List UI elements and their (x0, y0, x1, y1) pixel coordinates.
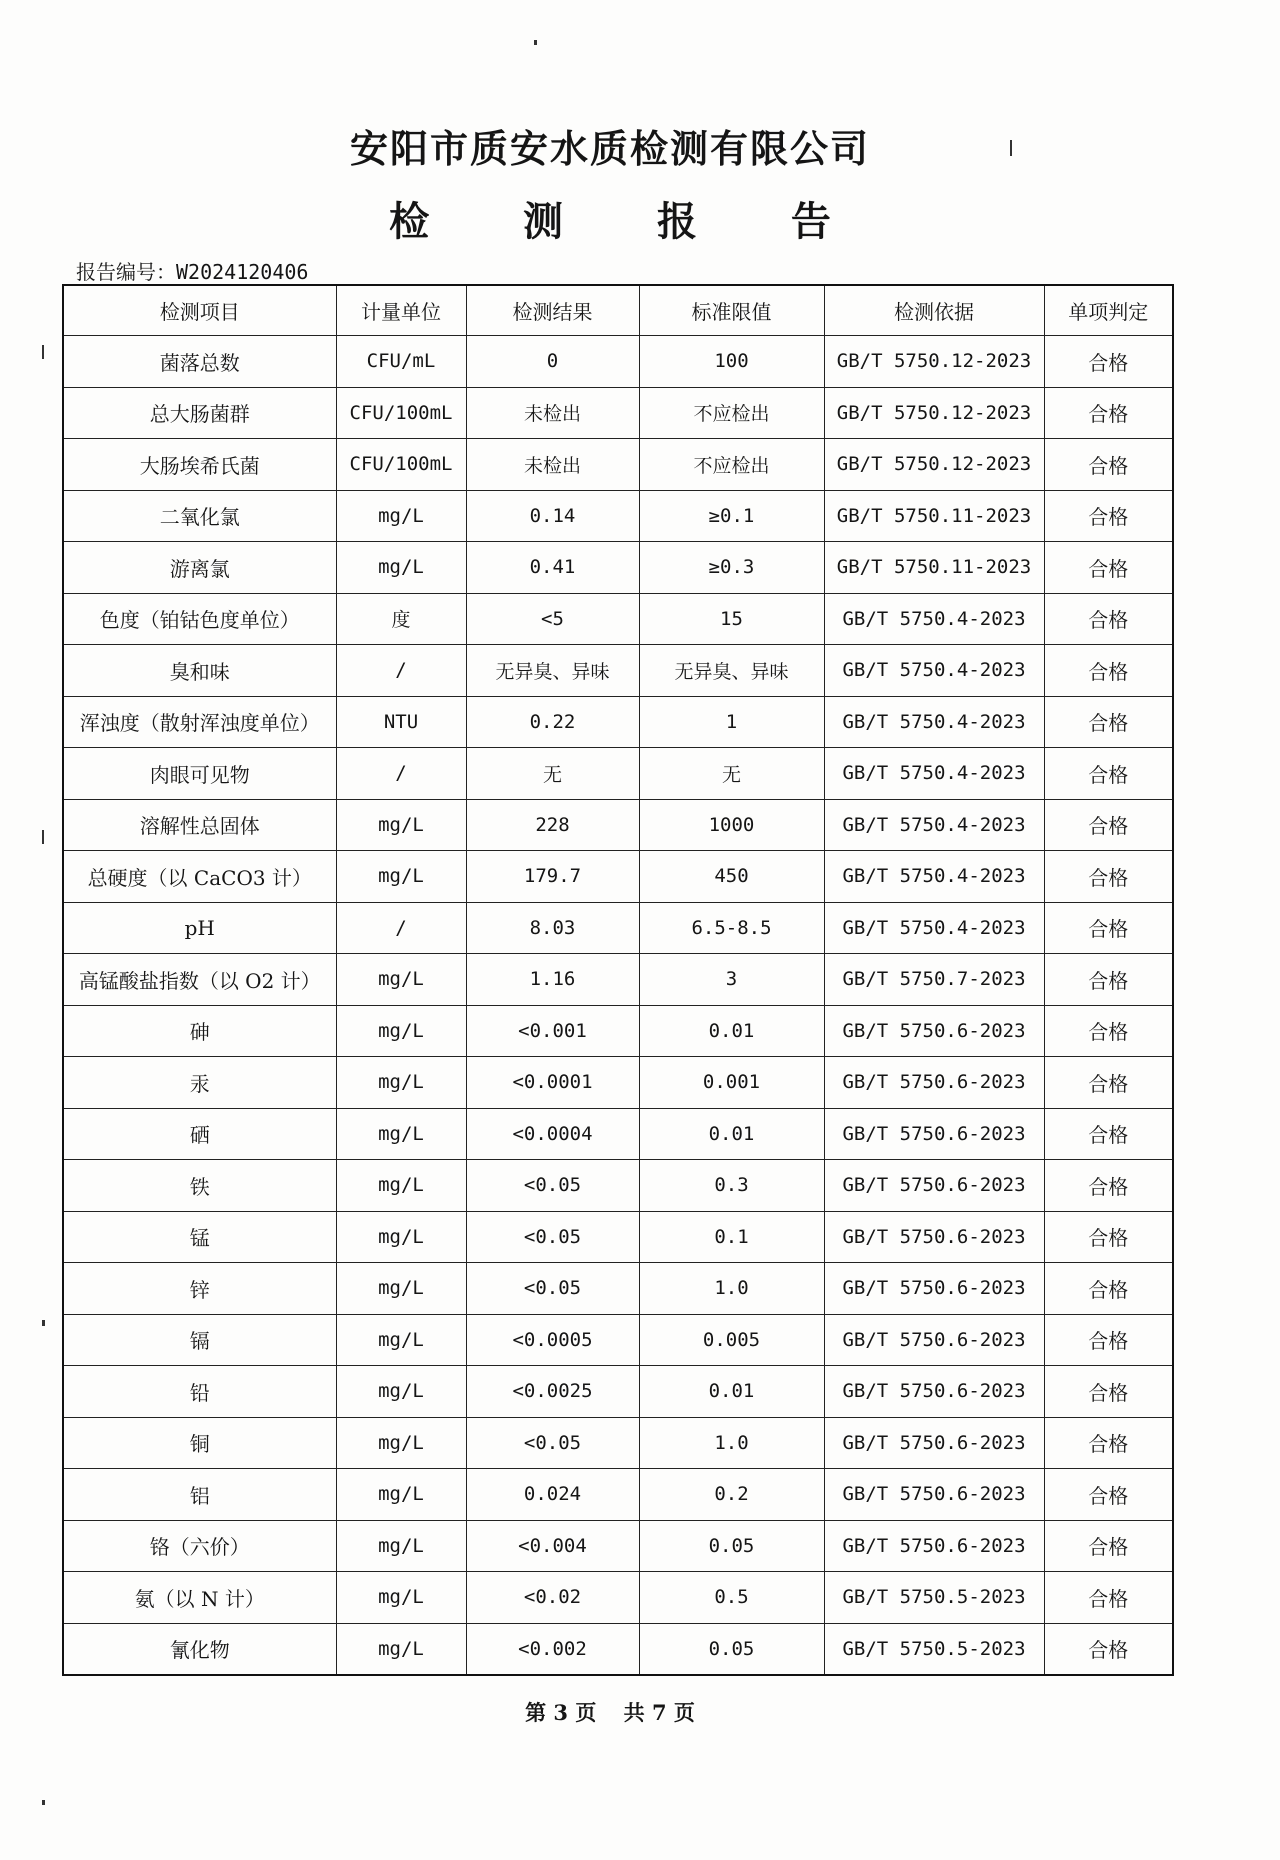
cell-item: 铅 (63, 1366, 336, 1418)
cell-result: <0.0004 (466, 1108, 639, 1160)
cell-method: GB/T 5750.6-2023 (824, 1108, 1044, 1160)
cell-verdict: 合格 (1044, 1160, 1173, 1212)
cell-verdict: 合格 (1044, 1005, 1173, 1057)
cell-unit: / (336, 902, 466, 954)
column-header-verdict: 单项判定 (1044, 285, 1173, 336)
cell-verdict: 合格 (1044, 748, 1173, 800)
cell-method: GB/T 5750.4-2023 (824, 851, 1044, 903)
cell-unit: mg/L (336, 1108, 466, 1160)
table-row (63, 902, 1173, 954)
cell-method: GB/T 5750.7-2023 (824, 954, 1044, 1006)
table-row (63, 593, 1173, 645)
cell-limit: 0.1 (639, 1211, 824, 1263)
cell-item: 肉眼可见物 (63, 748, 336, 800)
cell-method: GB/T 5750.6-2023 (824, 1520, 1044, 1572)
scan-speck (42, 830, 44, 844)
table-row (63, 490, 1173, 542)
table-row (63, 1417, 1173, 1469)
cell-verdict: 合格 (1044, 593, 1173, 645)
page-total: 共 7 页 (623, 1700, 695, 1725)
cell-verdict: 合格 (1044, 336, 1173, 388)
cell-result: <0.0025 (466, 1366, 639, 1418)
cell-unit: / (336, 748, 466, 800)
results-table (62, 284, 1174, 1676)
cell-verdict: 合格 (1044, 851, 1173, 903)
cell-item: 铬（六价） (63, 1520, 336, 1572)
table-row (63, 645, 1173, 697)
results-table-body (63, 336, 1173, 1676)
cell-verdict: 合格 (1044, 1469, 1173, 1521)
cell-unit: mg/L (336, 1417, 466, 1469)
cell-method: GB/T 5750.12-2023 (824, 439, 1044, 491)
cell-method: GB/T 5750.5-2023 (824, 1572, 1044, 1624)
cell-result: <0.02 (466, 1572, 639, 1624)
table-row (63, 1211, 1173, 1263)
cell-method: GB/T 5750.6-2023 (824, 1160, 1044, 1212)
cell-item: 菌落总数 (63, 336, 336, 388)
cell-limit: 0.001 (639, 1057, 824, 1109)
table-row (63, 439, 1173, 491)
cell-limit: 1 (639, 696, 824, 748)
cell-unit: mg/L (336, 1623, 466, 1675)
column-header-item: 检测项目 (63, 285, 336, 336)
cell-verdict: 合格 (1044, 490, 1173, 542)
cell-limit: 0.05 (639, 1623, 824, 1675)
cell-method: GB/T 5750.4-2023 (824, 696, 1044, 748)
cell-result: <0.05 (466, 1263, 639, 1315)
cell-method: GB/T 5750.4-2023 (824, 593, 1044, 645)
column-header-method: 检测依据 (824, 285, 1044, 336)
cell-method: GB/T 5750.4-2023 (824, 902, 1044, 954)
cell-result: <0.0001 (466, 1057, 639, 1109)
cell-limit: 0.005 (639, 1314, 824, 1366)
cell-unit: mg/L (336, 1160, 466, 1212)
cell-limit: ≥0.1 (639, 490, 824, 542)
cell-item: 锌 (63, 1263, 336, 1315)
scan-speck (534, 40, 537, 45)
cell-result: <0.001 (466, 1005, 639, 1057)
cell-unit: NTU (336, 696, 466, 748)
cell-method: GB/T 5750.6-2023 (824, 1263, 1044, 1315)
cell-item: 铁 (63, 1160, 336, 1212)
cell-verdict: 合格 (1044, 1314, 1173, 1366)
cell-unit: mg/L (336, 954, 466, 1006)
cell-result: <5 (466, 593, 639, 645)
table-row (63, 1160, 1173, 1212)
cell-unit: mg/L (336, 1005, 466, 1057)
table-row (63, 1314, 1173, 1366)
cell-unit: mg/L (336, 1572, 466, 1624)
cell-unit: mg/L (336, 490, 466, 542)
cell-item: 硒 (63, 1108, 336, 1160)
cell-verdict: 合格 (1044, 902, 1173, 954)
cell-item: 镉 (63, 1314, 336, 1366)
scan-speck (42, 1800, 45, 1805)
cell-limit: 6.5-8.5 (639, 902, 824, 954)
cell-unit: mg/L (336, 1263, 466, 1315)
cell-verdict: 合格 (1044, 1366, 1173, 1418)
cell-result: 未检出 (466, 387, 639, 439)
cell-unit: / (336, 645, 466, 697)
cell-item: 氰化物 (63, 1623, 336, 1675)
cell-unit: mg/L (336, 1314, 466, 1366)
table-row (63, 1469, 1173, 1521)
column-header-limit: 标准限值 (639, 285, 824, 336)
table-row (63, 336, 1173, 388)
cell-item: 锰 (63, 1211, 336, 1263)
cell-method: GB/T 5750.4-2023 (824, 799, 1044, 851)
cell-method: GB/T 5750.11-2023 (824, 490, 1044, 542)
table-row (63, 799, 1173, 851)
cell-method: GB/T 5750.6-2023 (824, 1314, 1044, 1366)
cell-limit: 3 (639, 954, 824, 1006)
cell-unit: mg/L (336, 1520, 466, 1572)
table-row (63, 696, 1173, 748)
column-header-result: 检测结果 (466, 285, 639, 336)
cell-item: 铜 (63, 1417, 336, 1469)
cell-limit: ≥0.3 (639, 542, 824, 594)
table-row (63, 542, 1173, 594)
cell-verdict: 合格 (1044, 387, 1173, 439)
cell-method: GB/T 5750.4-2023 (824, 748, 1044, 800)
cell-item: 汞 (63, 1057, 336, 1109)
cell-unit: 度 (336, 593, 466, 645)
cell-item: 砷 (63, 1005, 336, 1057)
cell-verdict: 合格 (1044, 439, 1173, 491)
table-row (63, 851, 1173, 903)
cell-verdict: 合格 (1044, 1520, 1173, 1572)
cell-method: GB/T 5750.12-2023 (824, 387, 1044, 439)
table-row (63, 1108, 1173, 1160)
cell-limit: 1.0 (639, 1263, 824, 1315)
cell-limit: 100 (639, 336, 824, 388)
cell-result: 无异臭、异味 (466, 645, 639, 697)
cell-result: 0 (466, 336, 639, 388)
cell-item: 臭和味 (63, 645, 336, 697)
cell-result: 0.024 (466, 1469, 639, 1521)
cell-verdict: 合格 (1044, 1263, 1173, 1315)
cell-verdict: 合格 (1044, 1572, 1173, 1624)
cell-limit: 0.05 (639, 1520, 824, 1572)
table-row (63, 1263, 1173, 1315)
cell-limit: 0.5 (639, 1572, 824, 1624)
cell-item: 溶解性总固体 (63, 799, 336, 851)
cell-verdict: 合格 (1044, 1211, 1173, 1263)
cell-limit: 1000 (639, 799, 824, 851)
cell-result: <0.0005 (466, 1314, 639, 1366)
cell-method: GB/T 5750.12-2023 (824, 336, 1044, 388)
cell-limit: 无异臭、异味 (639, 645, 824, 697)
report-number (76, 256, 308, 285)
cell-unit: mg/L (336, 1366, 466, 1418)
table-row (63, 748, 1173, 800)
cell-result: 无 (466, 748, 639, 800)
cell-result: 未检出 (466, 439, 639, 491)
table-row (63, 387, 1173, 439)
cell-limit: 0.01 (639, 1366, 824, 1418)
cell-verdict: 合格 (1044, 645, 1173, 697)
column-header-unit: 计量单位 (336, 285, 466, 336)
cell-method: GB/T 5750.6-2023 (824, 1469, 1044, 1521)
cell-item: 氨（以 N 计） (63, 1572, 336, 1624)
cell-result: <0.004 (466, 1520, 639, 1572)
cell-method: GB/T 5750.6-2023 (824, 1005, 1044, 1057)
table-row (63, 1005, 1173, 1057)
cell-verdict: 合格 (1044, 954, 1173, 1006)
cell-method: GB/T 5750.6-2023 (824, 1417, 1044, 1469)
cell-unit: mg/L (336, 1469, 466, 1521)
cell-result: <0.05 (466, 1160, 639, 1212)
cell-limit: 0.01 (639, 1005, 824, 1057)
cell-unit: mg/L (336, 1211, 466, 1263)
cell-result: <0.05 (466, 1211, 639, 1263)
cell-limit: 不应检出 (639, 387, 824, 439)
cell-item: pH (63, 902, 336, 954)
cell-method: GB/T 5750.11-2023 (824, 542, 1044, 594)
table-header-row (63, 285, 1173, 336)
table-row (63, 1366, 1173, 1418)
cell-result: 0.14 (466, 490, 639, 542)
cell-unit: CFU/100mL (336, 439, 466, 491)
cell-unit: mg/L (336, 851, 466, 903)
cell-verdict: 合格 (1044, 799, 1173, 851)
cell-limit: 0.01 (639, 1108, 824, 1160)
cell-limit: 0.2 (639, 1469, 824, 1521)
cell-verdict: 合格 (1044, 1417, 1173, 1469)
cell-item: 高锰酸盐指数（以 O2 计） (63, 954, 336, 1006)
cell-item: 大肠埃希氏菌 (63, 439, 336, 491)
cell-item: 铝 (63, 1469, 336, 1521)
scan-speck (42, 1320, 45, 1326)
cell-limit: 0.3 (639, 1160, 824, 1212)
scan-speck (42, 345, 44, 359)
cell-verdict: 合格 (1044, 1108, 1173, 1160)
cell-result: 228 (466, 799, 639, 851)
cell-verdict: 合格 (1044, 696, 1173, 748)
cell-method: GB/T 5750.6-2023 (824, 1057, 1044, 1109)
cell-item: 总硬度（以 CaCO3 计） (63, 851, 336, 903)
table-row (63, 954, 1173, 1006)
cell-result: <0.002 (466, 1623, 639, 1675)
cell-result: <0.05 (466, 1417, 639, 1469)
document-title: 检 测 报 告 (389, 198, 871, 245)
cell-limit: 不应检出 (639, 439, 824, 491)
cell-method: GB/T 5750.6-2023 (824, 1211, 1044, 1263)
cell-limit: 450 (639, 851, 824, 903)
table-row (63, 1572, 1173, 1624)
report-number-value: W2024120406 (176, 260, 309, 284)
page-footer (0, 1697, 1220, 1727)
cell-verdict: 合格 (1044, 1057, 1173, 1109)
report-number-label: 报告编号： (76, 260, 176, 284)
table-row (63, 1057, 1173, 1109)
cell-unit: mg/L (336, 1057, 466, 1109)
company-name: 安阳市质安水质检测有限公司 (349, 126, 870, 171)
cell-item: 二氧化氯 (63, 490, 336, 542)
cell-result: 0.41 (466, 542, 639, 594)
scan-speck (1010, 140, 1012, 156)
cell-verdict: 合格 (1044, 1623, 1173, 1675)
cell-unit: CFU/mL (336, 336, 466, 388)
cell-unit: CFU/100mL (336, 387, 466, 439)
page-number: 第 3 页 (525, 1700, 597, 1725)
cell-item: 色度（铂钴色度单位） (63, 593, 336, 645)
cell-item: 总大肠菌群 (63, 387, 336, 439)
cell-result: 8.03 (466, 902, 639, 954)
cell-method: GB/T 5750.6-2023 (824, 1366, 1044, 1418)
cell-method: GB/T 5750.5-2023 (824, 1623, 1044, 1675)
cell-unit: mg/L (336, 799, 466, 851)
cell-method: GB/T 5750.4-2023 (824, 645, 1044, 697)
cell-verdict: 合格 (1044, 542, 1173, 594)
cell-result: 179.7 (466, 851, 639, 903)
cell-result: 0.22 (466, 696, 639, 748)
cell-item: 浑浊度（散射浑浊度单位） (63, 696, 336, 748)
cell-item: 游离氯 (63, 542, 336, 594)
cell-unit: mg/L (336, 542, 466, 594)
table-row (63, 1623, 1173, 1675)
cell-limit: 1.0 (639, 1417, 824, 1469)
table-row (63, 1520, 1173, 1572)
cell-limit: 无 (639, 748, 824, 800)
cell-limit: 15 (639, 593, 824, 645)
cell-result: 1.16 (466, 954, 639, 1006)
